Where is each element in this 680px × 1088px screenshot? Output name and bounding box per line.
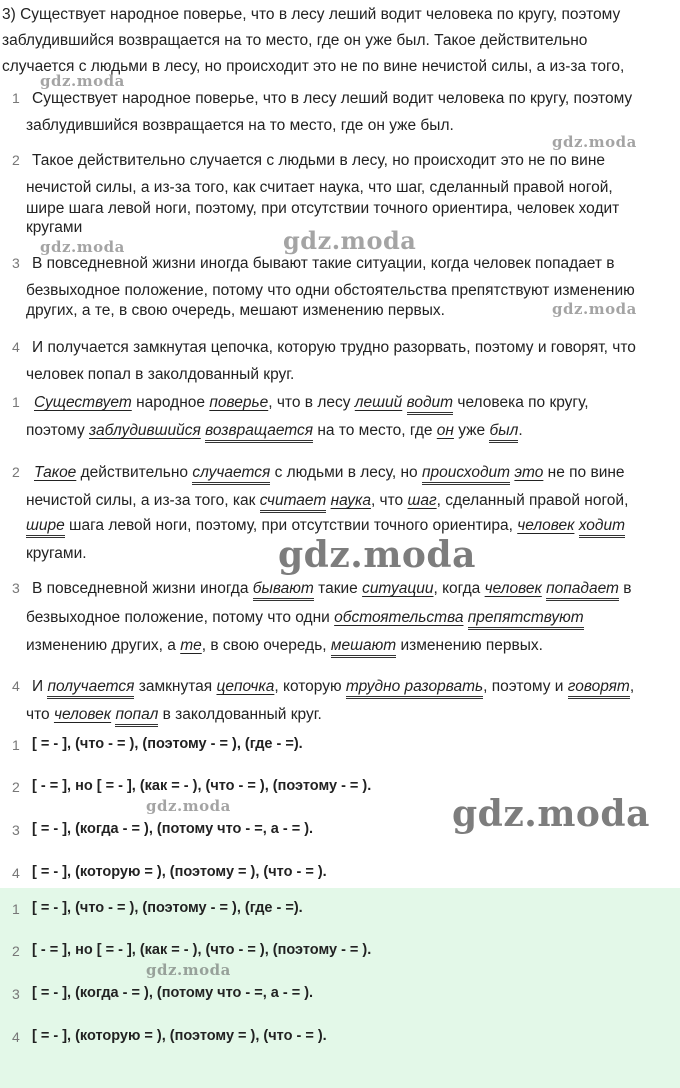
predicate-word: попадает <box>546 580 619 601</box>
predicate-word: возвращается <box>205 422 313 443</box>
parsed-sentence-4-line-2: что человек попал в заколдованный круг. <box>26 704 676 726</box>
parsed-sentence-2-line-2: нечистой силы, а из-за того, как считает наука, что шаг, сделанный правой ногой, <box>26 490 676 512</box>
subject-word: ситуации <box>362 580 434 597</box>
parsed-sentence-2-line-4: кругами. <box>26 545 87 562</box>
plain-sentence-2-line-1: Такое действительно случается с людьми в лесу, но происходит это не по вине <box>32 152 606 169</box>
sentence-number: 1 <box>12 90 20 106</box>
watermark: gdz.moda <box>40 72 125 90</box>
predicate-word: мешают <box>331 637 396 658</box>
plain-sentence-2-line-3: шире шага левой ноги, поэтому, при отсутствии точного ориентира, человек ходит <box>26 200 620 217</box>
sentence-number: 1 <box>12 394 20 410</box>
scheme-4: [ = - ], (которую = ), (поэтому = ), (что - = ). <box>32 864 327 880</box>
predicate-word: случается <box>192 464 270 485</box>
scheme-number: 1 <box>12 737 20 753</box>
watermark: gdz.moda <box>552 300 637 318</box>
sentence-number: 3 <box>12 255 20 271</box>
parsed-sentence-3-line-1: В повседневной жизни иногда бывают такие ситуации, когда человек попадает в <box>32 578 680 600</box>
subject-word: человек <box>53 706 112 723</box>
watermark: gdz.moda <box>552 133 637 151</box>
answer-scheme-3: [ = - ], (когда - = ), (потому что - =, а - = ). <box>32 985 314 1001</box>
subject-word: те <box>180 637 202 654</box>
answer-scheme-2: [ - = ], но [ = - ], (как = - ), (что - = ), (поэтому - = ). <box>32 942 372 958</box>
parsed-sentence-2-line-1: Такое действительно случается с людьми в лесу, но происходит это не по вине <box>34 462 680 484</box>
subject-word: шаг <box>407 492 437 509</box>
subject-word: обстоятельства <box>334 609 464 626</box>
scheme-number: 2 <box>12 943 20 959</box>
plain-sentence-3-line-3: других, а те, в свою очередь, мешают изменению первых. <box>26 302 445 319</box>
answer-scheme-4: [ = - ], (которую = ), (поэтому = ), (что - = ). <box>32 1028 327 1044</box>
predicate-word: был <box>489 422 518 443</box>
plain-sentence-2-line-2: нечистой силы, а из-за того, как считает наука, что шаг, сделанный правой ногой, <box>26 179 613 196</box>
plain-sentence-1-line-1: Существует народное поверье, что в лесу леший водит человека по кругу, поэтому <box>32 90 633 107</box>
predicate-word: попал <box>115 706 158 727</box>
predicate-word: ходит <box>579 517 625 538</box>
plain-sentence-3-line-1: В повседневной жизни иногда бывают такие ситуации, когда человек попадает в <box>32 255 615 272</box>
subject-word: он <box>436 422 454 439</box>
subject-word: Такое <box>34 464 77 481</box>
predicate-word: водит <box>407 394 453 415</box>
parsed-sentence-2-line-3: шире шага левой ноги, поэтому, при отсутствии точного ориентира, человек ходит <box>26 515 676 537</box>
watermark: gdz.moda <box>278 534 476 576</box>
answer-scheme-1: [ = - ], (что - = ), (поэтому - = ), (где - =). <box>32 900 303 916</box>
scheme-number: 2 <box>12 779 20 795</box>
watermark: gdz.moda <box>283 226 417 255</box>
scheme-number: 3 <box>12 986 20 1002</box>
sentence-number: 4 <box>12 678 20 694</box>
predicate-word: происходит <box>422 464 510 485</box>
subject-word: поверье <box>209 394 269 411</box>
scheme-number: 4 <box>12 865 20 881</box>
subject-word: это <box>514 464 544 481</box>
intro-line-2: заблудившийся возвращается на то место, где он уже был. Такое действительно <box>2 32 588 49</box>
subject-word: человек <box>484 580 542 597</box>
predicate-word: шире <box>26 517 65 538</box>
parsed-sentence-4-line-1: И получается замкнутая цепочка, которую трудно разорвать, поэтому и говорят, <box>32 676 680 698</box>
scheme-number: 3 <box>12 822 20 838</box>
intro-line-3: случается с людьми в лесу, но происходит это не по вине нечистой силы, а из-за того, <box>2 58 625 75</box>
predicate-word: трудно разорвать <box>346 678 483 699</box>
plain-sentence-1-line-2: заблудившийся возвращается на то место, где он уже был. <box>26 117 454 134</box>
plain-sentence-4-line-2: человек попал в заколдованный круг. <box>26 366 295 383</box>
watermark: gdz.moda <box>146 961 231 979</box>
predicate-word: бывают <box>253 580 314 601</box>
predicate-word: считает <box>260 492 327 513</box>
parsed-sentence-3-line-3: изменению других, а те, в свою очередь, мешают изменению первых. <box>26 635 676 657</box>
subject-word: заблудившийся <box>89 422 201 439</box>
scheme-3: [ = - ], (когда - = ), (потому что - =, а - = ). <box>32 821 314 837</box>
sentence-number: 3 <box>12 580 20 596</box>
predicate-word: препятствуют <box>468 609 584 630</box>
parsed-sentence-3-line-2: безвыходное положение, потому что одни обстоятельства препятствуют <box>26 607 676 629</box>
sentence-number: 2 <box>12 464 20 480</box>
subject-word: человек <box>517 517 575 534</box>
scheme-number: 1 <box>12 901 20 917</box>
plain-sentence-2-line-4: кругами <box>26 219 83 236</box>
watermark: gdz.moda <box>452 793 650 835</box>
predicate-word: получается <box>47 678 134 699</box>
subject-word: наука <box>330 492 371 509</box>
subject-word: цепочка <box>216 678 275 695</box>
plain-sentence-4-line-1: И получается замкнутая цепочка, которую трудно разорвать, поэтому и говорят, что <box>32 339 636 356</box>
scheme-1: [ = - ], (что - = ), (поэтому - = ), (где - =). <box>32 736 303 752</box>
plain-sentence-3-line-2: безвыходное положение, потому что одни обстоятельства препятствуют изменению <box>26 282 635 299</box>
sentence-number: 4 <box>12 339 20 355</box>
watermark: gdz.moda <box>40 238 125 256</box>
sentence-number: 2 <box>12 152 20 168</box>
intro-line-1: 3) Существует народное поверье, что в лесу леший водит человека по кругу, поэтому <box>2 6 621 23</box>
subject-word: леший <box>354 394 403 411</box>
watermark: gdz.moda <box>146 797 231 815</box>
subject-word: Существует <box>34 394 132 411</box>
scheme-2: [ - = ], но [ = - ], (как = - ), (что - = ), (поэтому - = ). <box>32 778 372 794</box>
predicate-word: говорят <box>568 678 630 699</box>
parsed-sentence-1-line-2: поэтому заблудившийся возвращается на то место, где он уже был. <box>26 420 676 442</box>
parsed-sentence-1-line-1: Существует народное поверье, что в лесу леший водит человека по кругу, <box>34 392 680 414</box>
scheme-number: 4 <box>12 1029 20 1045</box>
